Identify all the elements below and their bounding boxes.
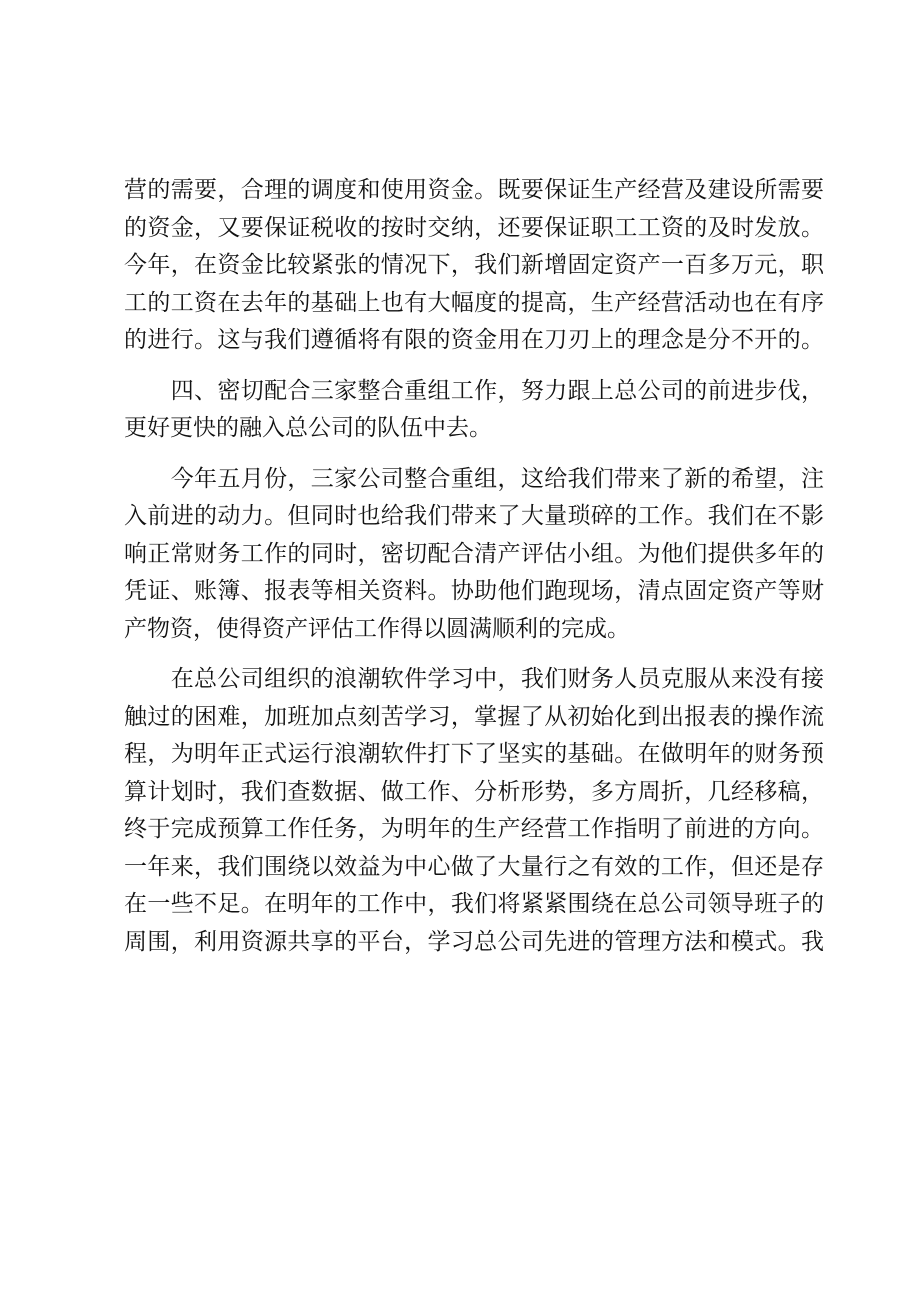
text-line: 终于完成预算工作任务，为明年的生产经营工作指明了前进的方向。: [124, 816, 824, 842]
text-line: 工的工资在去年的基础上也有大幅度的提高，生产经营活动也在有序: [124, 289, 824, 316]
text-line: 在一些不足。在明年的工作中，我们将紧紧围绕在总公司领导班子的: [124, 891, 824, 917]
text-line: 的资金，又要保证税收的按时交纳，还要保证职工工资的及时发放。: [124, 214, 824, 241]
document-body: [124, 172, 824, 961]
text-line: 算计划时，我们查数据、做工作、分析形势，多方周折，几经移稿，: [124, 778, 824, 805]
text-line: 周围，利用资源共享的平台，学习总公司先进的管理方法和模式。我: [124, 928, 824, 955]
paragraph-3: [124, 461, 824, 649]
paragraph-2: [124, 373, 824, 448]
paragraph-4: [124, 661, 824, 961]
text-line: 一年来，我们围绕以效益为中心做了大量行之有效的工作，但还是存: [124, 853, 824, 880]
text-line: 今年，在资金比较紧张的情况下，我们新增固定资产一百多万元，职: [124, 252, 824, 278]
text-line: 营的需要，合理的调度和使用资金。既要保证生产经营及建设所需要: [124, 177, 824, 203]
text-line: 入前进的动力。但同时也给我们带来了大量琐碎的工作。我们在不影: [124, 503, 824, 529]
text-line: 产物资，使得资产评估工作得以圆满顺利的完成。: [124, 615, 630, 642]
text-line: 在总公司组织的浪潮软件学习中，我们财务人员克服从来没有接: [124, 666, 824, 692]
text-line: 今年五月份，三家公司整合重组，这给我们带来了新的希望，注: [124, 465, 824, 492]
text-line: 四、密切配合三家整合重组工作，努力跟上总公司的前进步伐，: [124, 377, 824, 404]
text-line: 更好更快的融入总公司的队伍中去。: [124, 415, 492, 441]
text-line: 的进行。这与我们遵循将有限的资金用在刀刃上的理念是分不开的。: [124, 327, 824, 353]
paragraph-1: [124, 172, 824, 360]
text-line: 响正常财务工作的同时，密切配合清产评估小组。为他们提供多年的: [124, 540, 824, 567]
text-line: 触过的困难，加班加点刻苦学习，掌握了从初始化到出报表的操作流: [124, 703, 824, 730]
text-line: 凭证、账簿、报表等相关资料。协助他们跑现场，清点固定资产等财: [124, 578, 824, 604]
text-line: 程，为明年正式运行浪潮软件打下了坚实的基础。在做明年的财务预: [124, 741, 824, 767]
